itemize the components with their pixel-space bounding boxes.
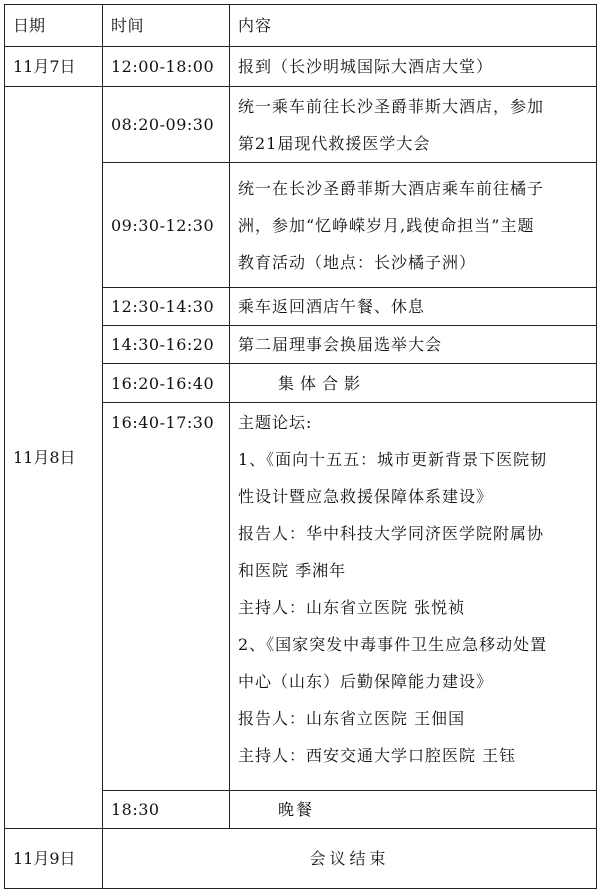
content-line: 第21届现代救援医学大会 (238, 133, 431, 153)
time-cell: 16:40-17:30 (103, 403, 230, 791)
content-line: 统一在长沙圣爵菲斯大酒店乘车前往橘子 (238, 178, 545, 198)
content-line: 主持人：山东省立医院 张悦祯 (238, 598, 466, 617)
content-line: 中心（山东）后勤保障能力建设》 (238, 672, 494, 691)
content-line: 报告人：华中科技大学同济医学院附属协 (238, 524, 545, 543)
content-line: 2、《国家突发中毒事件卫生应急移动处置 (238, 635, 548, 654)
table-row (5, 87, 597, 163)
content-line: 主题论坛: (238, 413, 313, 432)
content-cell: 报到（长沙明城国际大酒店大堂） (230, 47, 597, 87)
content-cell (230, 163, 597, 288)
content-line: 报告人：山东省立医院 王佃国 (238, 709, 466, 728)
content-cell: 第二届理事会换届选举大会 (230, 326, 597, 364)
content-line: 主持人：西安交通大学口腔医院 王钰 (238, 746, 517, 765)
content-line: 洲，参加“忆峥嵘岁月,践使命担当”主题 (238, 215, 535, 235)
content-line: 1、《面向十五五：城市更新背景下医院韧 (238, 450, 548, 469)
content-cell: 集体合影 (230, 364, 597, 403)
time-cell: 12:30-14:30 (103, 288, 230, 326)
header-time: 时间 (103, 5, 230, 47)
content-line: 性设计暨应急救援保障体系建设》 (238, 487, 494, 506)
content-cell (230, 87, 597, 163)
date-cell: 11月7日 (5, 47, 103, 87)
time-cell: 12:00-18:00 (103, 47, 230, 87)
content-cell: 乘车返回酒店午餐、休息 (230, 288, 597, 326)
date-cell: 11月9日 (5, 829, 103, 889)
content-cell (230, 403, 597, 791)
time-cell: 08:20-09:30 (103, 87, 230, 163)
time-cell: 16:20-16:40 (103, 364, 230, 403)
content-cell: 晚餐 (230, 791, 597, 829)
time-cell: 09:30-12:30 (103, 163, 230, 288)
table-row (5, 829, 597, 889)
content-line: 教育活动（地点：长沙橘子洲） (238, 252, 477, 272)
schedule-table (4, 4, 597, 889)
content-line: 统一乘车前往长沙圣爵菲斯大酒店，参加 (238, 96, 545, 116)
date-cell: 11月8日 (5, 87, 103, 829)
time-cell: 14:30-16:20 (103, 326, 230, 364)
time-cell: 18:30 (103, 791, 230, 829)
header-date: 日期 (5, 5, 103, 47)
table-row (5, 47, 597, 87)
content-cell: 会议结束 (103, 829, 597, 889)
table-header-row (5, 5, 597, 47)
header-content: 内容 (230, 5, 597, 47)
content-line: 和医院 季湘年 (238, 561, 347, 580)
